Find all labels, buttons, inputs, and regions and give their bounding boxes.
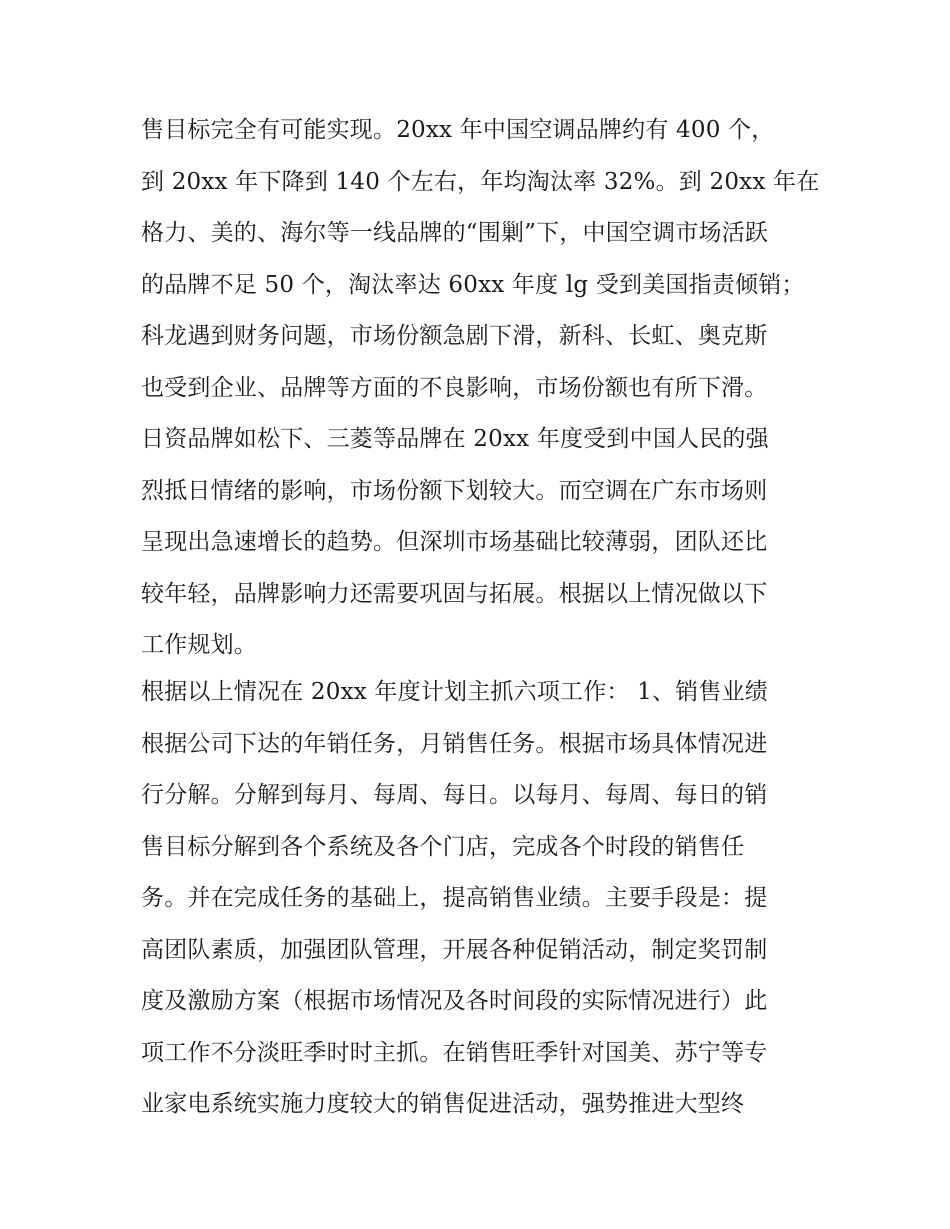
text-line: 日资品牌如松下、三菱等品牌在 20xx 年度受到中国人民的强 (141, 426, 769, 452)
text-line: 项工作不分淡旺季时时主抓。在销售旺季针对国美、苏宁等专 (141, 1039, 768, 1066)
text-line: 的品牌不足 50 个，淘汰率达 60xx 年度 lg 受到美国指责倾销； (141, 271, 805, 298)
text-line: 高团队素质，加强团队管理，开展各种促销活动，制定奖罚制 (141, 936, 768, 963)
text-line: 行分解。分解到每月、每周、每日。以每月、每周、每日的销 (141, 782, 768, 808)
text-line: 根据公司下达的年销任务，月销售任务。根据市场具体情况进 (141, 730, 768, 757)
text-line: 呈现出急速增长的趋势。但深圳市场基础比较薄弱，团队还比 (141, 529, 768, 555)
paragraph-work-plan (141, 667, 821, 1131)
text-line: 售目标分解到各个系统及各个门店，完成各个时段的销售任 (141, 833, 745, 860)
text-line: 到 20xx 年下降到 140 个左右，年均淘汰率 32%。到 20xx 年在 (141, 168, 820, 195)
text-line: 工作规划。 (141, 632, 257, 658)
text-line: 度及激励方案（根据市场情况及各时间段的实际情况进行）此 (141, 988, 768, 1014)
text-line: 烈抵日情绪的影响，市场份额下划较大。而空调在广东市场则 (141, 477, 768, 504)
text-line: 务。并在完成任务的基础上，提高销售业绩。主要手段是：提 (141, 885, 768, 911)
text-line: 科龙遇到财务问题，市场份额急剧下滑，新科、长虹、奥克斯 (141, 323, 768, 349)
text-line: 较年轻，品牌影响力还需要巩固与拓展。根据以上情况做以下 (141, 580, 768, 607)
text-line: 业家电系统实施力度较大的销售促进活动，强势推进大型终 (141, 1091, 745, 1117)
text-line: 售目标完全有可能实现。20xx 年中国空调品牌约有 400 个， (141, 117, 775, 143)
text-line: 根据以上情况在 20xx 年度计划主抓六项工作： 1、销售业绩 (141, 679, 768, 705)
paragraph-market-analysis (141, 105, 821, 672)
text-line: 也受到企业、品牌等方面的不良影响，市场份额也有所下滑。 (141, 374, 768, 401)
text-line: 格力、美的、海尔等一线品牌的“围剿”下，中国空调市场活跃 (141, 220, 769, 246)
